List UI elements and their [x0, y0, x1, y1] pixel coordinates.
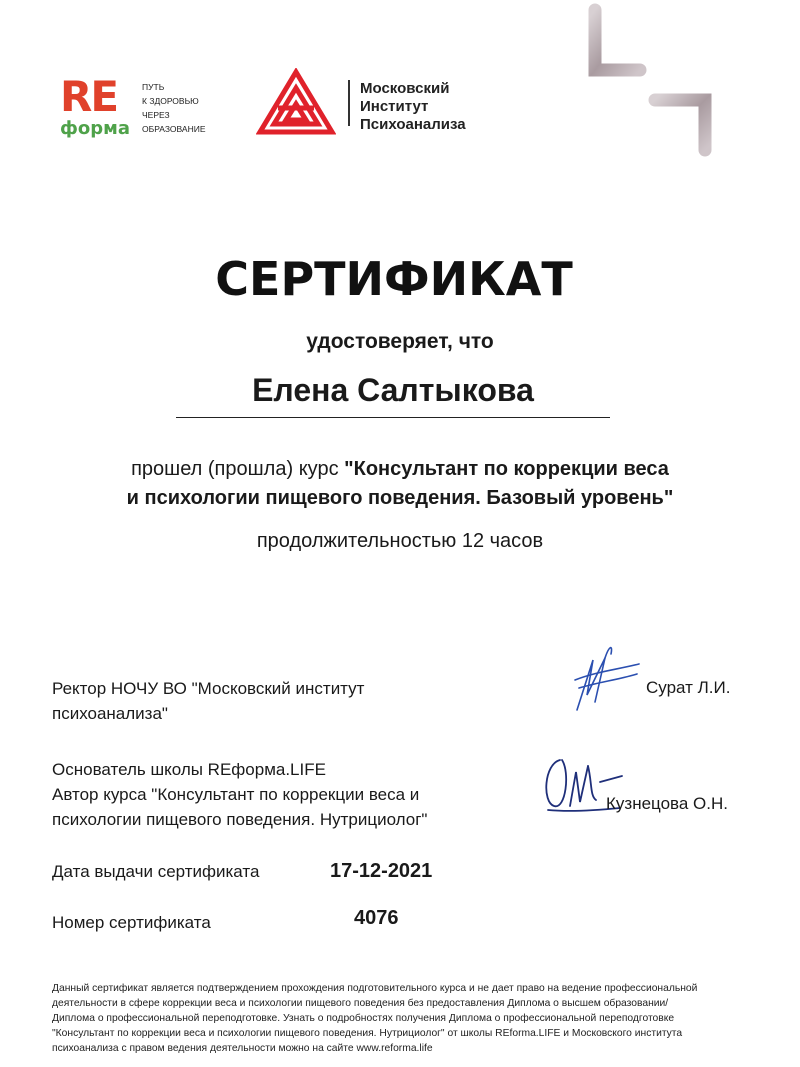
- reforma-logo: [60, 72, 230, 148]
- certifies-text: удостоверяет, что: [306, 330, 494, 353]
- certificate-title: СЕРТИФИКАТ: [215, 252, 573, 306]
- rector-role: Ректор НОЧУ ВО "Московский институт психоанализа": [52, 679, 365, 723]
- founder-name: Кузнецова О.Н.: [606, 794, 729, 813]
- institute-logo-divider: [348, 80, 350, 126]
- institute-triangle-icon: [256, 68, 336, 136]
- reforma-logo-forma: форма: [60, 118, 130, 139]
- recipient-name: Елена Салтыкова: [176, 372, 610, 418]
- certificate-number-label: Номер сертификата: [52, 913, 211, 932]
- institute-name: Московский Институт Психоанализа: [360, 80, 466, 133]
- course-description: [40, 455, 760, 513]
- certificate-number-value: 4076: [354, 907, 399, 929]
- disclaimer: Данный сертификат является подтверждением прохождения подготовительного курса и не дает право на ведение профессиональной деятельности в сфере коррекции веса и психологии пищевого поведения без предоставления Диплома о высшем образовании/ Диплома о профессиональной переподготовке. Узнать о подробностях получения Диплома о профессиональной переподготовке "Консультант по коррекции веса и психологии пищевого поведения. Нутрициолог" от школы REforma.LIFE и Московского института психоанализа с правом ведения деятельности можно на сайте www.reforma.life: [52, 983, 698, 1054]
- issue-date-value: 17-12-2021: [330, 860, 433, 882]
- founder-role: Основатель школы REформа.LIFE Автор курса "Консультант по коррекции веса и психологии пищевого поведения. Нутрициолог": [52, 760, 428, 829]
- rector-signature: [565, 640, 645, 720]
- rector-name: Сурат Л.И.: [646, 678, 731, 697]
- course-name-line2: и психологии пищевого поведения. Базовый уровень": [126, 487, 674, 509]
- reforma-logo-re: RE: [60, 72, 118, 121]
- reforma-tagline: ПУТЬ К ЗДОРОВЬЮ ЧЕРЕЗ ОБРАЗОВАНИЕ: [142, 82, 206, 134]
- course-prefix: прошел (прошла) курс: [131, 458, 345, 480]
- course-name-line1: "Консультант по коррекции веса: [344, 458, 669, 480]
- issue-date-label: Дата выдачи сертификата: [52, 862, 260, 881]
- course-duration: продолжительностью 12 часов: [256, 530, 544, 552]
- institute-logo: [256, 68, 496, 138]
